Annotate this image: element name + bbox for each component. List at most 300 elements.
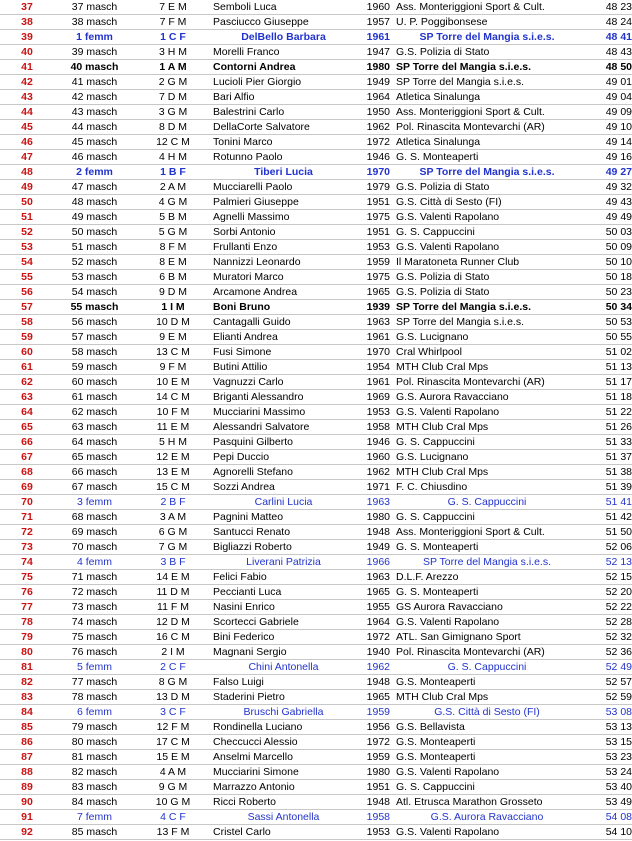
gender-rank-cell: 38 masch (54, 15, 135, 30)
athlete-name-cell: Alessandri Salvatore (211, 420, 356, 435)
position-cell: 91 (0, 810, 54, 825)
club-cell: G.S. Monteaperti (392, 750, 582, 765)
birth-year-cell: 1963 (356, 495, 392, 510)
table-row (0, 15, 632, 30)
athlete-name-cell: Ricci Roberto (211, 795, 356, 810)
table-row (0, 795, 632, 810)
position-cell: 44 (0, 105, 54, 120)
category-rank-cell: 14 E M (135, 570, 211, 585)
athlete-name-cell: Pasquini Gilberto (211, 435, 356, 450)
finish-time-cell: 52 28 (582, 615, 632, 630)
finish-time-cell: 48 23 (582, 0, 632, 15)
finish-time-cell: 51 17 (582, 375, 632, 390)
category-rank-cell: 12 C M (135, 135, 211, 150)
club-cell: G.S. Valenti Rapolano (392, 615, 582, 630)
finish-time-cell: 49 43 (582, 195, 632, 210)
table-row (0, 375, 632, 390)
athlete-name-cell: DellaCorte Salvatore (211, 120, 356, 135)
position-cell: 52 (0, 225, 54, 240)
gender-rank-cell: 48 masch (54, 195, 135, 210)
table-row (0, 675, 632, 690)
position-cell: 72 (0, 525, 54, 540)
gender-rank-cell: 55 masch (54, 300, 135, 315)
category-rank-cell: 9 F M (135, 360, 211, 375)
birth-year-cell: 1979 (356, 180, 392, 195)
club-cell: Atl. Etrusca Marathon Grosseto (392, 795, 582, 810)
gender-rank-cell: 61 masch (54, 390, 135, 405)
position-cell: 73 (0, 540, 54, 555)
finish-time-cell: 51 13 (582, 360, 632, 375)
athlete-name-cell: Sassi Antonella (211, 810, 356, 825)
finish-time-cell: 52 13 (582, 555, 632, 570)
gender-rank-cell: 77 masch (54, 675, 135, 690)
category-rank-cell: 4 H M (135, 150, 211, 165)
table-row (0, 150, 632, 165)
club-cell: G.S. Lucignano (392, 450, 582, 465)
gender-rank-cell: 37 masch (54, 0, 135, 15)
club-cell: G.S. Valenti Rapolano (392, 405, 582, 420)
birth-year-cell: 1953 (356, 825, 392, 840)
finish-time-cell: 52 15 (582, 570, 632, 585)
athlete-name-cell: Scortecci Gabriele (211, 615, 356, 630)
athlete-name-cell: Frullanti Enzo (211, 240, 356, 255)
gender-rank-cell: 85 masch (54, 825, 135, 840)
gender-rank-cell: 79 masch (54, 720, 135, 735)
finish-time-cell: 51 37 (582, 450, 632, 465)
gender-rank-cell: 70 masch (54, 540, 135, 555)
category-rank-cell: 3 A M (135, 510, 211, 525)
position-cell: 77 (0, 600, 54, 615)
category-rank-cell: 2 A M (135, 180, 211, 195)
club-cell: MTH Club Cral Mps (392, 465, 582, 480)
athlete-name-cell: Nannizzi Leonardo (211, 255, 356, 270)
table-row (0, 780, 632, 795)
birth-year-cell: 1970 (356, 345, 392, 360)
position-cell: 76 (0, 585, 54, 600)
category-rank-cell: 10 G M (135, 795, 211, 810)
club-cell: G.S. Città di Sesto (FI) (392, 705, 582, 720)
gender-rank-cell: 84 masch (54, 795, 135, 810)
position-cell: 41 (0, 60, 54, 75)
table-row (0, 285, 632, 300)
club-cell: U. P. Poggibonsese (392, 15, 582, 30)
category-rank-cell: 1 A M (135, 60, 211, 75)
birth-year-cell: 1964 (356, 615, 392, 630)
table-row (0, 210, 632, 225)
position-cell: 59 (0, 330, 54, 345)
birth-year-cell: 1959 (356, 750, 392, 765)
table-row (0, 60, 632, 75)
club-cell: Pol. Rinascita Montevarchi (AR) (392, 645, 582, 660)
table-row (0, 705, 632, 720)
gender-rank-cell: 49 masch (54, 210, 135, 225)
category-rank-cell: 6 B M (135, 270, 211, 285)
birth-year-cell: 1966 (356, 555, 392, 570)
club-cell: Cral Whirlpool (392, 345, 582, 360)
athlete-name-cell: Arcamone Andrea (211, 285, 356, 300)
birth-year-cell: 1939 (356, 300, 392, 315)
club-cell: MTH Club Cral Mps (392, 360, 582, 375)
category-rank-cell: 13 D M (135, 690, 211, 705)
position-cell: 84 (0, 705, 54, 720)
finish-time-cell: 49 32 (582, 180, 632, 195)
birth-year-cell: 1955 (356, 600, 392, 615)
table-row (0, 45, 632, 60)
position-cell: 48 (0, 165, 54, 180)
birth-year-cell: 1962 (356, 120, 392, 135)
athlete-name-cell: Muratori Marco (211, 270, 356, 285)
category-rank-cell: 1 B F (135, 165, 211, 180)
finish-time-cell: 49 49 (582, 210, 632, 225)
finish-time-cell: 51 02 (582, 345, 632, 360)
finish-time-cell: 54 10 (582, 825, 632, 840)
category-rank-cell: 3 B F (135, 555, 211, 570)
finish-time-cell: 51 26 (582, 420, 632, 435)
athlete-name-cell: Balestrini Carlo (211, 105, 356, 120)
finish-time-cell: 48 50 (582, 60, 632, 75)
finish-time-cell: 50 34 (582, 300, 632, 315)
position-cell: 55 (0, 270, 54, 285)
table-row (0, 810, 632, 825)
club-cell: MTH Club Cral Mps (392, 420, 582, 435)
athlete-name-cell: Anselmi Marcello (211, 750, 356, 765)
finish-time-cell: 49 27 (582, 165, 632, 180)
club-cell: Ass. Monteriggioni Sport & Cult. (392, 525, 582, 540)
finish-time-cell: 50 03 (582, 225, 632, 240)
birth-year-cell: 1980 (356, 510, 392, 525)
category-rank-cell: 3 G M (135, 105, 211, 120)
category-rank-cell: 5 B M (135, 210, 211, 225)
position-cell: 49 (0, 180, 54, 195)
finish-time-cell: 53 49 (582, 795, 632, 810)
club-cell: SP Torre del Mangia s.i.e.s. (392, 555, 582, 570)
gender-rank-cell: 6 femm (54, 705, 135, 720)
category-rank-cell: 2 B F (135, 495, 211, 510)
category-rank-cell: 9 G M (135, 780, 211, 795)
athlete-name-cell: Tiberi Lucia (211, 165, 356, 180)
position-cell: 64 (0, 405, 54, 420)
athlete-name-cell: Bari Alfio (211, 90, 356, 105)
category-rank-cell: 5 H M (135, 435, 211, 450)
gender-rank-cell: 64 masch (54, 435, 135, 450)
position-cell: 83 (0, 690, 54, 705)
finish-time-cell: 49 04 (582, 90, 632, 105)
table-row (0, 105, 632, 120)
category-rank-cell: 16 C M (135, 630, 211, 645)
category-rank-cell: 1 I M (135, 300, 211, 315)
category-rank-cell: 14 C M (135, 390, 211, 405)
finish-time-cell: 49 16 (582, 150, 632, 165)
finish-time-cell: 52 20 (582, 585, 632, 600)
athlete-name-cell: DelBello Barbara (211, 30, 356, 45)
gender-rank-cell: 72 masch (54, 585, 135, 600)
gender-rank-cell: 53 masch (54, 270, 135, 285)
birth-year-cell: 1951 (356, 780, 392, 795)
table-row (0, 615, 632, 630)
birth-year-cell: 1963 (356, 315, 392, 330)
gender-rank-cell: 40 masch (54, 60, 135, 75)
birth-year-cell: 1953 (356, 240, 392, 255)
gender-rank-cell: 75 masch (54, 630, 135, 645)
club-cell: G.S. Polizia di Stato (392, 270, 582, 285)
table-row (0, 300, 632, 315)
athlete-name-cell: Mucciarelli Paolo (211, 180, 356, 195)
table-row (0, 660, 632, 675)
birth-year-cell: 1975 (356, 270, 392, 285)
position-cell: 80 (0, 645, 54, 660)
athlete-name-cell: Elianti Andrea (211, 330, 356, 345)
club-cell: G.S. Città di Sesto (FI) (392, 195, 582, 210)
birth-year-cell: 1957 (356, 15, 392, 30)
gender-rank-cell: 47 masch (54, 180, 135, 195)
category-rank-cell: 11 D M (135, 585, 211, 600)
finish-time-cell: 52 06 (582, 540, 632, 555)
category-rank-cell: 6 G M (135, 525, 211, 540)
athlete-name-cell: Chini Antonella (211, 660, 356, 675)
position-cell: 89 (0, 780, 54, 795)
finish-time-cell: 52 59 (582, 690, 632, 705)
birth-year-cell: 1960 (356, 450, 392, 465)
club-cell: G.S. Polizia di Stato (392, 45, 582, 60)
club-cell: G.S. Valenti Rapolano (392, 825, 582, 840)
birth-year-cell: 1965 (356, 285, 392, 300)
athlete-name-cell: Staderini Pietro (211, 690, 356, 705)
table-row (0, 75, 632, 90)
birth-year-cell: 1972 (356, 735, 392, 750)
table-row (0, 525, 632, 540)
athlete-name-cell: Pepi Duccio (211, 450, 356, 465)
club-cell: SP Torre del Mangia s.i.e.s. (392, 75, 582, 90)
table-row (0, 720, 632, 735)
table-row (0, 270, 632, 285)
birth-year-cell: 1962 (356, 660, 392, 675)
finish-time-cell: 51 22 (582, 405, 632, 420)
club-cell: G. S. Cappuccini (392, 660, 582, 675)
finish-time-cell: 52 22 (582, 600, 632, 615)
position-cell: 85 (0, 720, 54, 735)
birth-year-cell: 1946 (356, 435, 392, 450)
table-row (0, 405, 632, 420)
athlete-name-cell: Butini Attilio (211, 360, 356, 375)
gender-rank-cell: 44 masch (54, 120, 135, 135)
position-cell: 81 (0, 660, 54, 675)
birth-year-cell: 1961 (356, 375, 392, 390)
table-row (0, 225, 632, 240)
table-row (0, 30, 632, 45)
athlete-name-cell: Semboli Luca (211, 0, 356, 15)
club-cell: Ass. Monteriggioni Sport & Cult. (392, 105, 582, 120)
table-row (0, 255, 632, 270)
table-row (0, 765, 632, 780)
table-row (0, 645, 632, 660)
athlete-name-cell: Boni Bruno (211, 300, 356, 315)
athlete-name-cell: Palmieri Giuseppe (211, 195, 356, 210)
position-cell: 92 (0, 825, 54, 840)
position-cell: 46 (0, 135, 54, 150)
athlete-name-cell: Rotunno Paolo (211, 150, 356, 165)
position-cell: 65 (0, 420, 54, 435)
position-cell: 79 (0, 630, 54, 645)
category-rank-cell: 11 F M (135, 600, 211, 615)
finish-time-cell: 51 39 (582, 480, 632, 495)
birth-year-cell: 1961 (356, 330, 392, 345)
table-row (0, 735, 632, 750)
position-cell: 68 (0, 465, 54, 480)
category-rank-cell: 8 D M (135, 120, 211, 135)
position-cell: 88 (0, 765, 54, 780)
category-rank-cell: 5 G M (135, 225, 211, 240)
athlete-name-cell: Fusi Simone (211, 345, 356, 360)
club-cell: Pol. Rinascita Montevarchi (AR) (392, 120, 582, 135)
category-rank-cell: 12 E M (135, 450, 211, 465)
athlete-name-cell: Rondinella Luciano (211, 720, 356, 735)
category-rank-cell: 15 E M (135, 750, 211, 765)
position-cell: 63 (0, 390, 54, 405)
gender-rank-cell: 65 masch (54, 450, 135, 465)
position-cell: 47 (0, 150, 54, 165)
birth-year-cell: 1950 (356, 105, 392, 120)
gender-rank-cell: 62 masch (54, 405, 135, 420)
gender-rank-cell: 82 masch (54, 765, 135, 780)
finish-time-cell: 52 49 (582, 660, 632, 675)
table-row (0, 345, 632, 360)
finish-time-cell: 51 50 (582, 525, 632, 540)
table-row (0, 390, 632, 405)
birth-year-cell: 1961 (356, 30, 392, 45)
category-rank-cell: 7 F M (135, 15, 211, 30)
gender-rank-cell: 4 femm (54, 555, 135, 570)
finish-time-cell: 51 42 (582, 510, 632, 525)
athlete-name-cell: Santucci Renato (211, 525, 356, 540)
club-cell: G. S. Monteaperti (392, 585, 582, 600)
category-rank-cell: 3 H M (135, 45, 211, 60)
club-cell: SP Torre del Mangia s.i.e.s. (392, 315, 582, 330)
club-cell: G. S. Cappuccini (392, 225, 582, 240)
club-cell: G.S. Monteaperti (392, 675, 582, 690)
position-cell: 57 (0, 300, 54, 315)
gender-rank-cell: 5 femm (54, 660, 135, 675)
finish-time-cell: 48 24 (582, 15, 632, 30)
position-cell: 90 (0, 795, 54, 810)
birth-year-cell: 1971 (356, 480, 392, 495)
table-row (0, 195, 632, 210)
position-cell: 71 (0, 510, 54, 525)
club-cell: D.L.F. Arezzo (392, 570, 582, 585)
gender-rank-cell: 43 masch (54, 105, 135, 120)
athlete-name-cell: Peccianti Luca (211, 585, 356, 600)
club-cell: Atletica Sinalunga (392, 90, 582, 105)
birth-year-cell: 1949 (356, 75, 392, 90)
category-rank-cell: 2 C F (135, 660, 211, 675)
finish-time-cell: 50 10 (582, 255, 632, 270)
position-cell: 60 (0, 345, 54, 360)
club-cell: GS Aurora Ravacciano (392, 600, 582, 615)
position-cell: 51 (0, 210, 54, 225)
club-cell: G. S. Cappuccini (392, 510, 582, 525)
table-row (0, 330, 632, 345)
club-cell: G. S. Monteaperti (392, 540, 582, 555)
club-cell: G. S. Cappuccini (392, 435, 582, 450)
club-cell: ATL. San Gimignano Sport (392, 630, 582, 645)
finish-time-cell: 50 23 (582, 285, 632, 300)
birth-year-cell: 1948 (356, 525, 392, 540)
finish-time-cell: 48 43 (582, 45, 632, 60)
position-cell: 45 (0, 120, 54, 135)
gender-rank-cell: 73 masch (54, 600, 135, 615)
birth-year-cell: 1949 (356, 540, 392, 555)
table-row (0, 315, 632, 330)
finish-time-cell: 51 33 (582, 435, 632, 450)
club-cell: G.S. Valenti Rapolano (392, 210, 582, 225)
category-rank-cell: 9 E M (135, 330, 211, 345)
birth-year-cell: 1954 (356, 360, 392, 375)
club-cell: SP Torre del Mangia s.i.e.s. (392, 165, 582, 180)
gender-rank-cell: 56 masch (54, 315, 135, 330)
gender-rank-cell: 57 masch (54, 330, 135, 345)
table-row (0, 420, 632, 435)
table-row (0, 825, 632, 840)
club-cell: Pol. Rinascita Montevarchi (AR) (392, 375, 582, 390)
athlete-name-cell: Marrazzo Antonio (211, 780, 356, 795)
birth-year-cell: 1940 (356, 645, 392, 660)
finish-time-cell: 52 57 (582, 675, 632, 690)
position-cell: 61 (0, 360, 54, 375)
birth-year-cell: 1951 (356, 195, 392, 210)
table-row (0, 360, 632, 375)
position-cell: 42 (0, 75, 54, 90)
finish-time-cell: 53 13 (582, 720, 632, 735)
table-row (0, 510, 632, 525)
category-rank-cell: 13 E M (135, 465, 211, 480)
gender-rank-cell: 78 masch (54, 690, 135, 705)
position-cell: 67 (0, 450, 54, 465)
finish-time-cell: 53 15 (582, 735, 632, 750)
position-cell: 62 (0, 375, 54, 390)
table-row (0, 465, 632, 480)
athlete-name-cell: Cristel Carlo (211, 825, 356, 840)
gender-rank-cell: 81 masch (54, 750, 135, 765)
table-row (0, 240, 632, 255)
athlete-name-cell: Sorbi Antonio (211, 225, 356, 240)
position-cell: 74 (0, 555, 54, 570)
gender-rank-cell: 3 femm (54, 495, 135, 510)
finish-time-cell: 52 36 (582, 645, 632, 660)
category-rank-cell: 8 G M (135, 675, 211, 690)
position-cell: 78 (0, 615, 54, 630)
birth-year-cell: 1959 (356, 255, 392, 270)
athlete-name-cell: Cantagalli Guido (211, 315, 356, 330)
position-cell: 39 (0, 30, 54, 45)
athlete-name-cell: Agnorelli Stefano (211, 465, 356, 480)
club-cell: Il Maratoneta Runner Club (392, 255, 582, 270)
table-row (0, 480, 632, 495)
gender-rank-cell: 41 masch (54, 75, 135, 90)
gender-rank-cell: 67 masch (54, 480, 135, 495)
category-rank-cell: 1 C F (135, 30, 211, 45)
category-rank-cell: 7 G M (135, 540, 211, 555)
club-cell: G.S. Lucignano (392, 330, 582, 345)
club-cell: G.S. Aurora Ravacciano (392, 810, 582, 825)
position-cell: 38 (0, 15, 54, 30)
gender-rank-cell: 63 masch (54, 420, 135, 435)
gender-rank-cell: 74 masch (54, 615, 135, 630)
category-rank-cell: 4 G M (135, 195, 211, 210)
athlete-name-cell: Mucciarini Massimo (211, 405, 356, 420)
table-row (0, 495, 632, 510)
club-cell: Ass. Monteriggioni Sport & Cult. (392, 0, 582, 15)
athlete-name-cell: Briganti Alessandro (211, 390, 356, 405)
gender-rank-cell: 80 masch (54, 735, 135, 750)
